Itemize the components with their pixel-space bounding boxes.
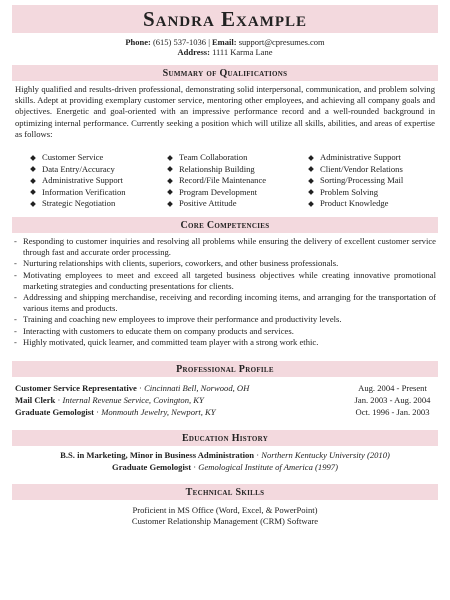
competencies-heading: Core Competencies (180, 219, 270, 231)
education-heading-band (12, 430, 438, 446)
skill-item: Administrative Support (30, 175, 167, 187)
contact-line-1 (0, 37, 450, 47)
skill-item: Client/Vendor Relations (308, 164, 430, 176)
diamond-bullet-icon (308, 201, 314, 207)
diamond-bullet-icon (30, 189, 36, 195)
summary-heading-band (12, 65, 438, 81)
skill-item: Information Verification (30, 187, 167, 199)
list-item: - Training and coaching new employees to improve their performance and productivity levels. (14, 314, 342, 325)
diamond-bullet-icon (308, 166, 314, 172)
skills-column-1 (30, 152, 167, 210)
school: Gemological Institute of America (1997) (198, 462, 338, 472)
job-dates: Jan. 2003 - Aug. 2004 (354, 395, 431, 405)
diamond-bullet-icon (167, 178, 173, 184)
job-row: Graduate Gemologist · Monmouth Jewelry, Newport, KY Oct. 1996 - Jan. 2003 (15, 407, 435, 418)
skill-item: Problem Solving (308, 187, 430, 199)
profile-heading: Professional Profile (176, 363, 274, 375)
diamond-bullet-icon (308, 189, 314, 195)
skill-item: Sorting/Processing Mail (308, 175, 430, 187)
name-banner (12, 5, 438, 33)
job-dates: Oct. 1996 - Jan. 2003 (355, 407, 430, 417)
skill-item: Record/File Maintenance (167, 175, 308, 187)
technical-skill: Proficient in MS Office (Word, Excel, & PowerPoint) (132, 505, 318, 515)
diamond-bullet-icon (30, 155, 36, 161)
education-entry: Graduate Gemologist · Gemological Institute of America (1997) (112, 462, 338, 472)
skill-item: Administrative Support (308, 152, 430, 164)
contact-line-2 (0, 47, 450, 57)
job-employer: Monmouth Jewelry, Newport, KY (101, 407, 216, 417)
job-employer: Cincinnati Bell, Norwood, OH (144, 383, 250, 393)
email-label: Email: (212, 37, 237, 47)
job-row: Customer Service Representative · Cincinnati Bell, Norwood, OH Aug. 2004 - Present (15, 383, 435, 394)
diamond-bullet-icon (308, 178, 314, 184)
skill-item: Strategic Negotiation (30, 198, 167, 210)
contact-separator: | (208, 37, 210, 47)
technical-skill: Customer Relationship Management (CRM) Software (131, 516, 319, 526)
technical-heading: Technical Skills (185, 486, 265, 498)
profile-heading-band (12, 361, 438, 377)
skill-item: Relationship Building (167, 164, 308, 176)
phone-value: (615) 537-1036 (152, 37, 207, 47)
diamond-bullet-icon (167, 189, 173, 195)
list-item: - Responding to customer inquiries and resolving all problems while ensuring the delivery of excellent customer service through fast and accurate order processing. (14, 236, 436, 258)
diamond-bullet-icon (30, 178, 36, 184)
list-item: - Addressing and shipping merchandise, receiving and recording incoming items, and arranging for the transportation of various items and products. (14, 292, 436, 314)
list-item: - Highly motivated, quick learner, and committed team player with a strong work ethic. (14, 336, 319, 347)
skills-column-3 (308, 152, 430, 210)
competencies-heading-band (12, 217, 438, 233)
job-title: Graduate Gemologist (15, 407, 95, 417)
diamond-bullet-icon (167, 201, 173, 207)
job-row: Mail Clerk · Internal Revenue Service, Covington, KY Jan. 2003 - Aug. 2004 (15, 395, 435, 406)
skills-column-2 (167, 152, 308, 210)
skill-item: Product Knowledge (308, 198, 430, 210)
job-title: Customer Service Representative (15, 383, 137, 393)
skill-item: Data Entry/Accuracy (30, 164, 167, 176)
technical-heading-band (12, 484, 438, 500)
email-value[interactable]: support@cpresumes.com (238, 37, 325, 47)
skill-item: Team Collaboration (167, 152, 308, 164)
summary-paragraph: Highly qualified and results-driven professional, demonstrating solid interpersonal, communication, and problem solving skills. Adept at providing exemplary customer service, mentoring other employees, and achieving all company goals and objectives. Energetic and goal-oriented with an impressive performance record and a well-rounded background in optimizing internal performance. Currently seeking a position which will utilize all skills, abilities, and areas of expertise as follows: (15, 84, 435, 139)
candidate-name: Sandra Example (142, 6, 308, 31)
diamond-bullet-icon (30, 166, 36, 172)
skills-grid (30, 152, 430, 210)
job-employer: Internal Revenue Service, Covington, KY (62, 395, 204, 405)
job-title: Mail Clerk (15, 395, 56, 405)
education-heading: Education History (181, 432, 269, 444)
diamond-bullet-icon (167, 166, 173, 172)
degree: B.S. in Marketing, Minor in Business Administration (60, 450, 255, 460)
school: Northern Kentucky University (2010) (261, 450, 390, 460)
diamond-bullet-icon (167, 155, 173, 161)
degree: Graduate Gemologist (112, 462, 192, 472)
diamond-bullet-icon (308, 155, 314, 161)
list-item: - Nurturing relationships with clients, superiors, coworkers, and other business professionals. (14, 258, 339, 269)
address-label: Address: (177, 47, 210, 57)
phone-label: Phone: (125, 37, 151, 47)
job-dates: Aug. 2004 - Present (358, 383, 427, 393)
education-entry: B.S. in Marketing, Minor in Business Administration · Northern Kentucky University (2010) (60, 450, 390, 460)
summary-heading: Summary of Qualifications (162, 67, 288, 79)
competencies-list (14, 236, 436, 348)
list-item: - Motivating employees to meet and exceed all targeted business objectives while creating innovative promotional marketing strategies and conducting presentations for clients. (14, 269, 436, 291)
diamond-bullet-icon (30, 201, 36, 207)
address-value: 1111 Karma Lane (212, 47, 273, 57)
list-item: - Interacting with customers to educate them on company products and services. (14, 325, 294, 336)
skill-item: Customer Service (30, 152, 167, 164)
skill-item: Positive Attitude (167, 198, 308, 210)
skill-item: Program Development (167, 187, 308, 199)
